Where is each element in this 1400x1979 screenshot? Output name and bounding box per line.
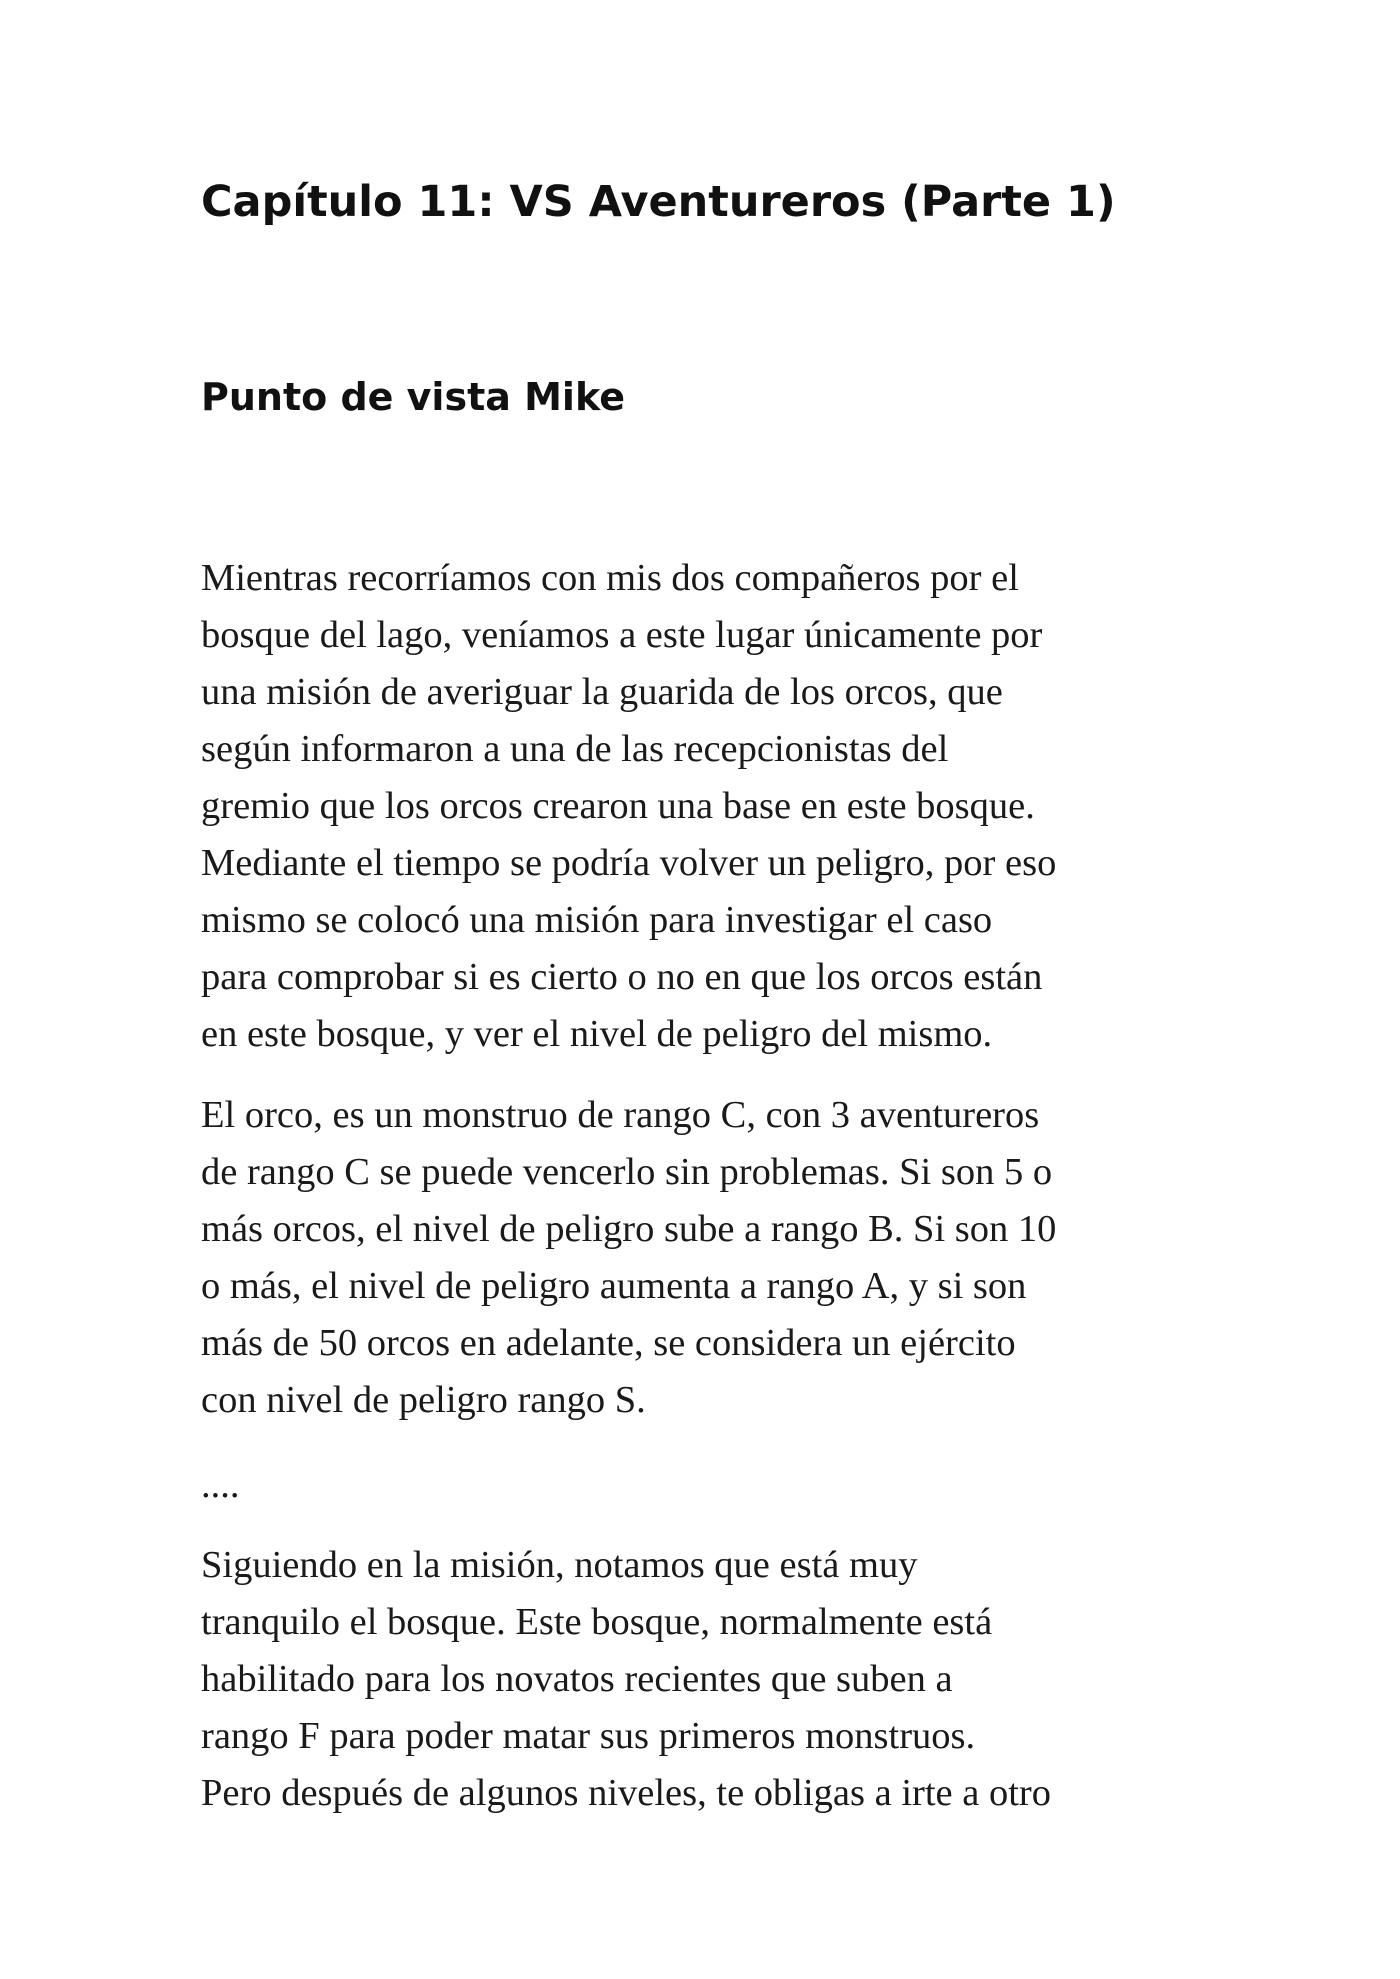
- text-line: Siguiendo en la misión, notamos que está muy: [201, 1544, 918, 1586]
- text-line: más de 50 orcos en adelante, se considera un ejército: [201, 1322, 1016, 1364]
- text-line: habilitado para los novatos recientes que suben a: [201, 1658, 953, 1700]
- text-line: una misión de averiguar la guarida de los orcos, que: [201, 671, 1003, 713]
- text-line: en este bosque, y ver el nivel de peligro del mismo.: [201, 1013, 993, 1055]
- text-line: bosque del lago, veníamos a este lugar únicamente por: [201, 614, 1043, 656]
- paragraph-2: [201, 1087, 1201, 1429]
- text-line: o más, el nivel de peligro aumenta a rango A, y si son: [201, 1265, 1027, 1307]
- text-line: más orcos, el nivel de peligro sube a rango B. Si son 10: [201, 1208, 1057, 1250]
- ellipsis-separator: ....: [201, 1464, 240, 1506]
- text-line: Pero después de algunos niveles, te obligas a irte a otro: [201, 1772, 1051, 1814]
- text-line: gremio que los orcos crearon una base en este bosque.: [201, 785, 1035, 827]
- text-line: tranquilo el bosque. Este bosque, normalmente está: [201, 1601, 993, 1643]
- chapter-title: Capítulo 11: VS Aventureros (Parte 1): [201, 177, 1116, 227]
- text-line: con nivel de peligro rango S.: [201, 1379, 646, 1421]
- paragraph-3: [201, 1537, 1201, 1822]
- section-heading: Punto de vista Mike: [201, 375, 625, 419]
- text-line: rango F para poder matar sus primeros monstruos.: [201, 1715, 976, 1757]
- text-line: El orco, es un monstruo de rango C, con 3 aventureros: [201, 1094, 1040, 1136]
- text-line: Mediante el tiempo se podría volver un peligro, por eso: [201, 842, 1057, 884]
- paragraph-1: [201, 550, 1201, 1063]
- text-line: según informaron a una de las recepcionistas del: [201, 728, 949, 770]
- scene-break: [201, 1457, 1201, 1514]
- text-line: Mientras recorríamos con mis dos compañeros por el: [201, 557, 1019, 599]
- text-line: para comprobar si es cierto o no en que los orcos están: [201, 956, 1043, 998]
- text-line: de rango C se puede vencerlo sin problemas. Si son 5 o: [201, 1151, 1053, 1193]
- text-line: mismo se colocó una misión para investigar el caso: [201, 899, 993, 941]
